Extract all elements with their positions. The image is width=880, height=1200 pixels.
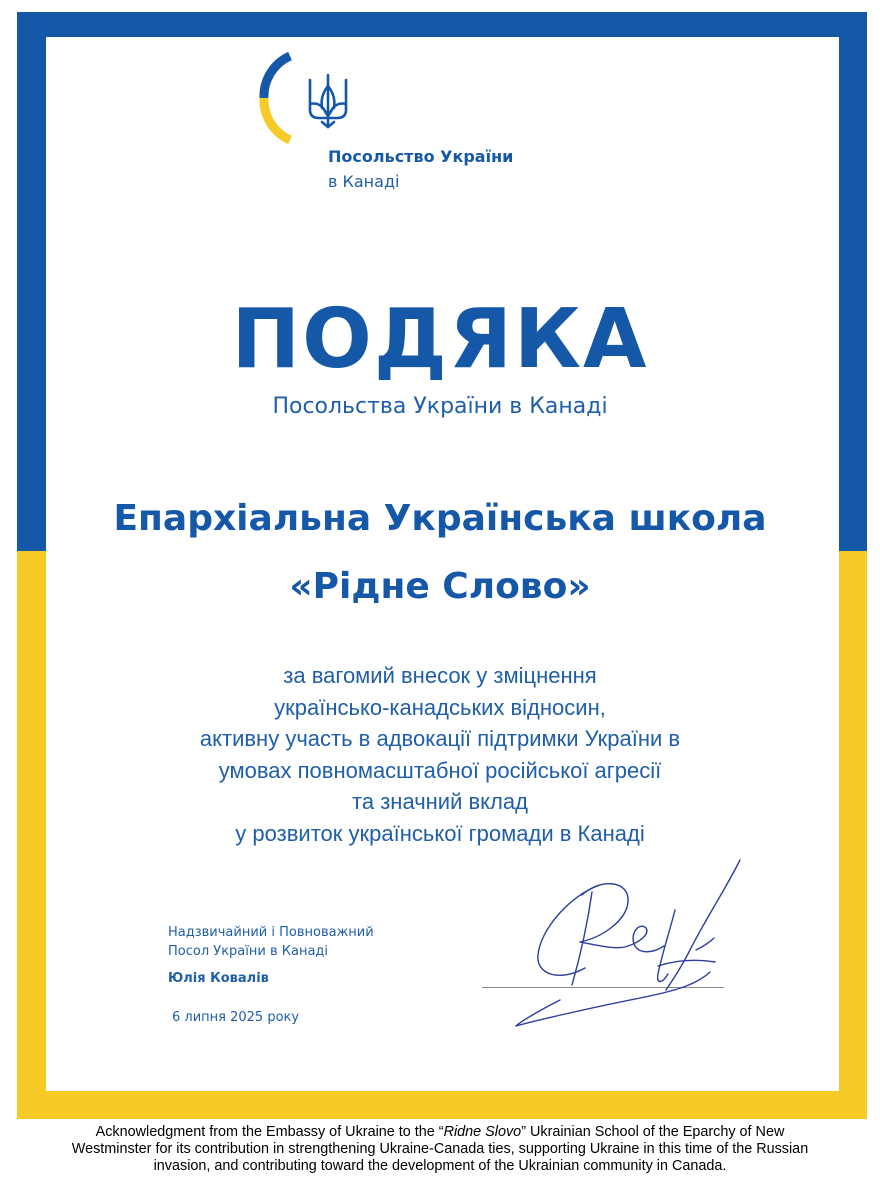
embassy-name: Посольство України	[328, 147, 514, 166]
recipient-name-line2: «Рідне Слово»	[289, 566, 591, 607]
body-line: у розвиток української громади в Канаді	[235, 820, 645, 846]
body-line: українсько-канадських відносин,	[274, 694, 606, 720]
certificate-title: ПОДЯКА	[231, 292, 649, 387]
body-line: та значний вклад	[352, 789, 528, 814]
embassy-location: в Канаді	[328, 172, 400, 191]
trident-emblem-icon	[306, 72, 350, 130]
signatory-title-line2: Посол України в Канаді	[168, 944, 329, 959]
signatory-title-line1: Надзвичайний і Повноважний	[168, 925, 374, 940]
body-line: за вагомий внесок у зміцнення	[283, 663, 597, 688]
caption-italic-name: Ridne Slovo	[443, 1124, 522, 1140]
body-line: умовах повномасштабної російської агресії	[218, 757, 662, 783]
caption-prefix: Acknowledgment from the Embassy of Ukraine to the “	[95, 1124, 444, 1140]
certificate-body	[0, 660, 880, 849]
certificate-subtitle: Посольства України в Канаді	[272, 394, 608, 419]
caption-line	[0, 1124, 880, 1141]
caption-suffix: ” Ukrainian School of the Eparchy of New	[521, 1124, 785, 1140]
image-caption	[0, 1124, 880, 1175]
body-line: активну участь в адвокації підтримки України в	[199, 726, 681, 751]
issue-date: 6 липня 2025 року	[172, 1010, 300, 1025]
recipient-name-line1: Епархіальна Українська школа	[113, 498, 767, 539]
signatory-name: Юлія Ковалів	[168, 971, 269, 986]
handwritten-signature-icon	[500, 850, 750, 1040]
embassy-logo-arc-icon	[256, 52, 296, 144]
caption-line: invasion, and contributing toward the development of the Ukrainian community in Canada.	[153, 1158, 727, 1174]
caption-line: Westminster for its contribution in strengthening Ukraine-Canada ties, supporting Ukraine in this time of the Russian	[71, 1141, 809, 1157]
